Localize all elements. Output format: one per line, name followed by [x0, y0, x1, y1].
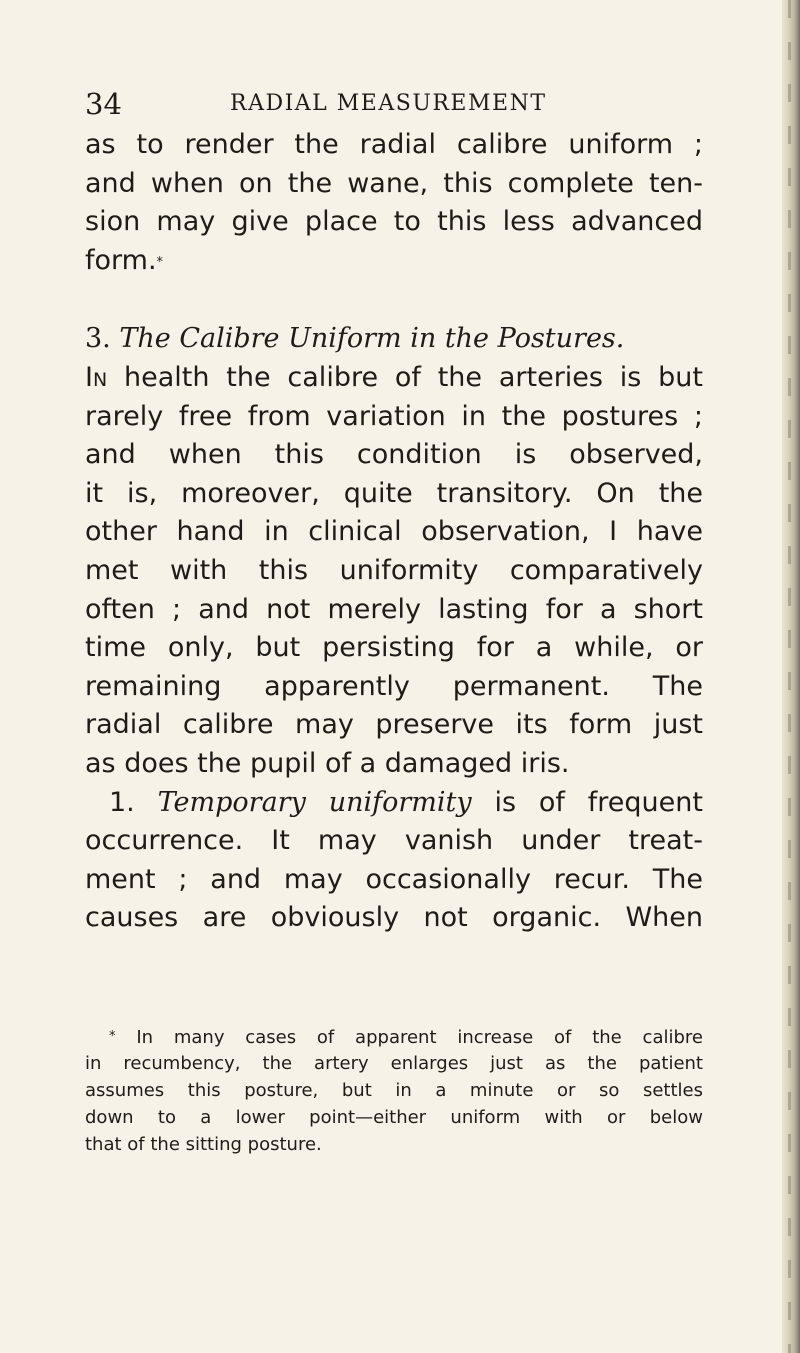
text-line: it is, moreover, quite transitory. On the	[85, 477, 703, 509]
item-italic-heading: Temporary uniformity	[157, 786, 472, 818]
text-line: sion may give place to this less advanced	[85, 206, 703, 238]
section-number: 3.	[85, 323, 111, 355]
text-line: radial calibre may preserve its form just	[85, 709, 703, 741]
text-fragment: form.	[85, 244, 157, 276]
text-line: and when on the wane, this complete ten-	[85, 167, 703, 199]
text-line	[85, 784, 703, 823]
footnote-block	[85, 1023, 703, 1158]
body-text	[85, 126, 703, 938]
text-fragment: In many cases of apparent increase of the calibre	[136, 1027, 703, 1048]
footnote-line: assumes this posture, but in a minute or so settles	[85, 1080, 703, 1101]
paragraph-gap	[85, 280, 703, 320]
text-fragment: is of frequent	[494, 786, 703, 818]
footnote-reference: *	[156, 254, 164, 270]
text-line: met with this uniformity comparatively	[85, 554, 703, 586]
text-line: as does the pupil of a damaged iris.	[85, 747, 570, 779]
text-line: often ; and not merely lasting for a short	[85, 593, 703, 625]
text-line	[85, 242, 703, 281]
text-fragment: health the calibre of the arteries is but	[124, 361, 704, 393]
page-header	[85, 84, 765, 124]
section-heading	[85, 320, 703, 359]
item-number: 1.	[109, 786, 135, 818]
text-line: as to render the radial calibre uniform ;	[85, 129, 703, 160]
text-line: and when this condition is observed,	[85, 439, 703, 471]
text-line: causes are obviously not organic. When	[85, 902, 703, 934]
footnote-mark: *	[109, 1029, 116, 1044]
footnote-line: down to a lower point—either uniform with or below	[85, 1107, 703, 1128]
running-head: RADIAL MEASUREMENT	[230, 91, 547, 116]
text-line: occurrence. It may vanish under treat-	[85, 825, 703, 857]
page-edge	[782, 0, 800, 1353]
text-line: remaining apparently permanent. The	[85, 670, 703, 702]
drop-small-caps: In	[85, 361, 108, 393]
text-line: rarely free from variation in the postures ;	[85, 400, 703, 432]
footnote-line: that of the sitting posture.	[85, 1134, 322, 1155]
text-line: ment ; and may occasionally recur. The	[85, 863, 703, 895]
text-line	[85, 359, 703, 398]
text-line: time only, but persisting for a while, or	[85, 632, 703, 664]
footnote-line	[85, 1023, 703, 1050]
footnote-line: in recumbency, the artery enlarges just as the patient	[85, 1053, 703, 1074]
page-number: 34	[85, 87, 122, 121]
section-title: The Calibre Uniform in the Postures.	[119, 323, 625, 355]
text-line: other hand in clinical observation, I have	[85, 516, 703, 548]
